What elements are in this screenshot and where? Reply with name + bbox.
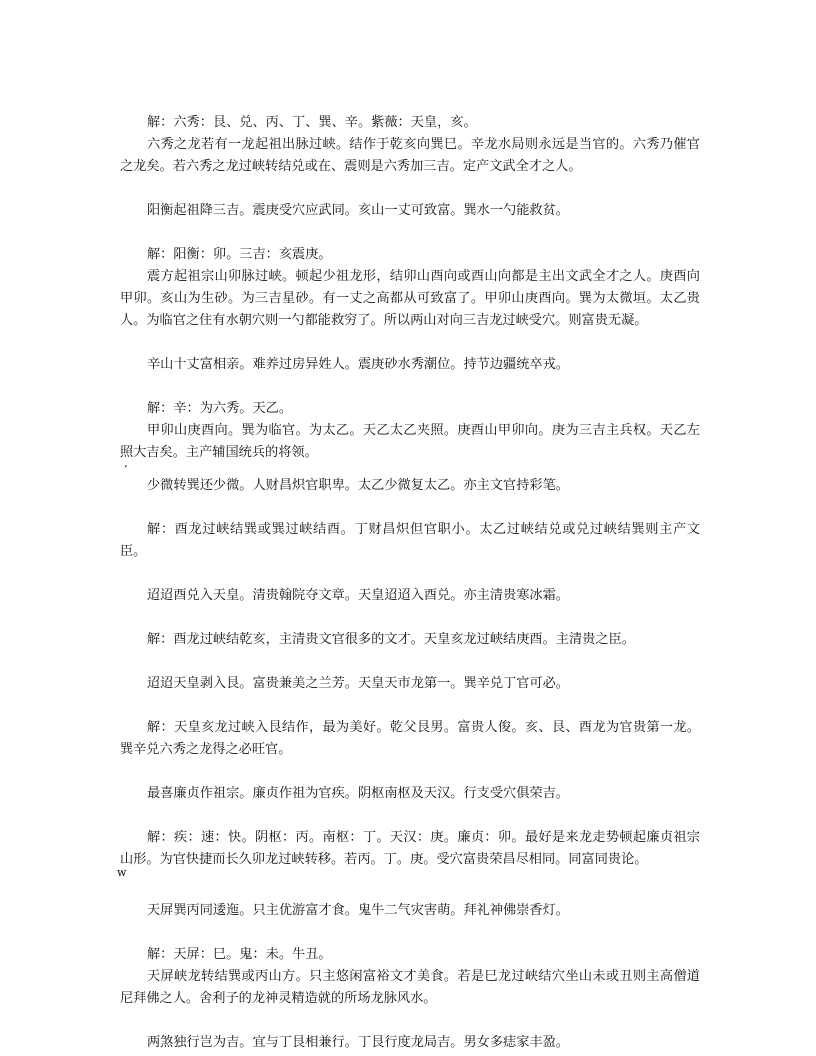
- paragraph: 辛山十丈富相亲。难养过房异姓人。震庚砂水秀潮位。持节边疆统卒戎。: [147, 357, 569, 372]
- paragraph: 天屏巽丙同逶迤。只主优游富才食。鬼牛二气灾害萌。拜礼神佛崇香灯。: [147, 903, 569, 918]
- paragraph: 解：天皇亥龙过峡入艮结作，最为美好。乾父艮男。富贵人俊。亥、艮、酉龙为官贵第一龙。巽辛兑六秀之龙得之必旺官。: [120, 720, 700, 757]
- paragraph: 六秀之龙若有一龙起祖出脉过峡。结作于乾亥向巽巳。辛龙水局则永远是当官的。六秀乃催官之龙矣。若六秀之龙过峡转结兑或在、震则是六秀加三吉。定产文武全才之人。: [120, 137, 700, 174]
- paragraph-spacer: [120, 332, 700, 354]
- paragraph-spacer: [120, 1010, 700, 1032]
- stray-mark: ’: [124, 464, 128, 475]
- paragraph-spacer: [120, 922, 700, 944]
- stray-mark: w: [117, 867, 127, 878]
- paragraph: 解：辛：为六秀。天乙。: [147, 401, 293, 416]
- paragraph-spacer: [120, 805, 700, 827]
- paragraph: 甲卯山庚酉向。巽为临官。为太乙。天乙太乙夹照。庚酉山甲卯向。庚为三吉主兵权。天乙左照大吉矣。主产辅国统兵的将领。: [120, 423, 700, 460]
- paragraph: 阳衡起祖降三吉。震庚受穴应武同。亥山一丈可致富。巽水一勺能救贫。: [147, 203, 569, 218]
- paragraph-spacer: [120, 563, 700, 585]
- paragraph: 震方起祖宗山卯脉过峡。顿起少祖龙形，结卯山酉向或酉山向都是主出文武全才之人。庚酉向甲卯。亥山为生砂。为三吉星砂。有一丈之高都从可致富了。甲卯山庚酉向。巽为太微垣。太乙贵人。为临官之住有水朝穴则一勺都能救穷了。所以两山对向三吉龙过峡受穴。则富贵无凝。: [120, 269, 700, 328]
- paragraph: 两煞独行岂为吉。宜与丁艮相兼行。丁艮行度龙局吉。男女多痣家丰盈。: [147, 1035, 569, 1050]
- paragraph-spacer: [120, 651, 700, 673]
- paragraph: 解：酉龙过峡结巽或巽过峡结酉。丁财昌炽但官职小。太乙过峡结兑或兑过峡结巽则主产文臣。: [120, 522, 700, 559]
- paragraph: 少微转巽还少微。人财昌炽官职卑。太乙少微复太乙。亦主文官持彩笔。: [147, 478, 569, 493]
- paragraph-spacer: [120, 376, 700, 398]
- paragraph-spacer: [120, 878, 700, 900]
- paragraph: 迢迢天皇剥入艮。富贵兼美之兰芳。天皇天市龙第一。巽辛兑丁官可必。: [147, 676, 569, 691]
- paragraph: 迢迢酉兑入天皇。清贵翰院夺文章。天皇迢迢入酉兑。亦主清贵寒冰霜。: [147, 588, 569, 603]
- paragraph: 解：酉龙过峡结乾亥，主清贵文官很多的文才。天皇亥龙过峡结庚酉。主清贵之臣。: [147, 632, 635, 647]
- paragraph-spacer: [120, 178, 700, 200]
- paragraph: 解：阳衡：卯。三吉：亥震庚。: [147, 247, 332, 262]
- paragraph: 解：六秀：艮、兑、丙、丁、巽、辛。紫薇：天皇，亥。: [147, 115, 477, 130]
- paragraph-spacer: [120, 695, 700, 717]
- paragraph-spacer: [120, 607, 700, 629]
- paragraph-spacer: [120, 761, 700, 783]
- paragraph-spacer: [120, 497, 700, 519]
- document-page: [117, 112, 700, 1054]
- paragraph-spacer: [120, 222, 700, 244]
- paragraph: 解：疾：速：快。阴枢：丙。南枢：丁。天汉：庚。廉贞：卯。最好是来龙走势顿起廉贞祖宗山形。为官快捷而长久卯龙过峡转移。若丙。丁。庚。受穴富贵荣昌尽相同。同富同贵论。: [120, 830, 700, 867]
- paragraph: 天屏峡龙转结巽或丙山方。只主悠闲富裕文才美食。若是巳龙过峡结穴坐山未或丑则主高僧道尼拜佛之人。舍利子的龙神灵精造就的所场龙脉风水。: [120, 969, 700, 1006]
- paragraph: 最喜廉贞作祖宗。廉贞作祖为官疾。阴枢南枢及天汉。行支受穴俱荣吉。: [147, 786, 569, 801]
- paragraph: 解：天屏：巳。鬼：未。牛丑。: [147, 947, 332, 962]
